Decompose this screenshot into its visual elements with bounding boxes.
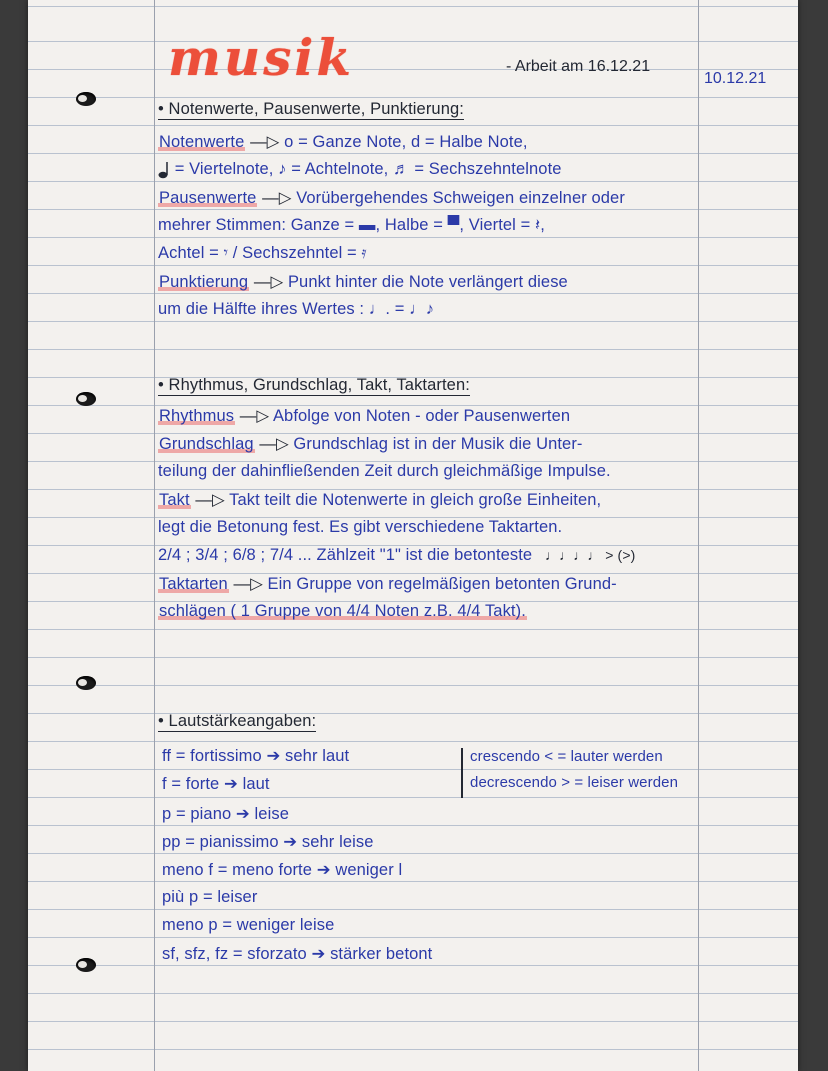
line-punktierung: Punktierung —▷ Punkt hinter die Note verlängert diese	[159, 273, 568, 291]
line-notenwerte: Notenwerte —▷ o = Ganze Note, d = Halbe Note,	[159, 133, 528, 151]
section-heading-lautstaerke: • Lautstärkeangaben:	[158, 712, 317, 730]
term-takt: Takt	[159, 491, 190, 509]
column-divider	[461, 748, 463, 798]
punch-hole	[76, 392, 96, 406]
punch-hole	[76, 92, 96, 106]
dynamic-row: f = forte ➔ laut	[162, 775, 270, 793]
quarter-note-icon	[158, 161, 170, 179]
dynamic-row: pp = pianissimo ➔ sehr leise	[162, 833, 374, 851]
line-taktarten: Taktarten —▷ Ein Gruppe von regelmäßigen betonten Grund-	[159, 575, 617, 593]
side-date: 10.12.21	[704, 70, 767, 87]
punch-hole	[76, 676, 96, 690]
arrow-icon: —▷	[262, 189, 292, 207]
decrescendo-row: decrescendo > = leiser werden	[470, 774, 679, 791]
section-heading-notenwerte: • Notenwerte, Pausenwerte, Punktierung:	[158, 100, 464, 118]
line-achtel: Achtel = 𝄾 / Sechszehntel = 𝄿	[158, 244, 367, 262]
line-stimmen: mehrer Stimmen: Ganze = ▬, Halbe = ▀, Viertel = 𝄽,	[158, 216, 545, 234]
dynamic-row: meno f = meno forte ➔ weniger l	[162, 861, 403, 879]
line-teilung: teilung der dahinfließenden Zeit durch gleichmäßige Impulse.	[158, 462, 611, 480]
line-takt: Takt —▷ Takt teilt die Notenwerte in gleich große Einheiten,	[159, 491, 602, 509]
term-pausenwerte: Pausenwerte	[159, 189, 257, 207]
line-schlaegen: schlägen ( 1 Gruppe von 4/4 Noten z.B. 4/4 Takt).	[159, 602, 526, 620]
line-taktarten-list: 2/4 ; 3/4 ; 6/8 ; 7/4 ... Zählzeit "1" ist die betonteste ♩♩♩♩ > (>)	[158, 546, 636, 564]
arrow-icon: —▷	[253, 273, 284, 291]
term-taktarten: Taktarten	[159, 575, 228, 593]
left-margin-line	[154, 0, 155, 1071]
line-betonung: legt die Betonung fest. Es gibt verschiedene Taktarten.	[158, 518, 563, 536]
line-haelfte: um die Hälfte ihres Wertes : ♩. = ♩♪	[158, 300, 435, 318]
punch-hole	[76, 958, 96, 972]
right-margin-line	[698, 0, 699, 1071]
line-rhythmus: Rhythmus —▷ Abfolge von Noten - oder Pausenwerten	[159, 407, 571, 425]
arrow-icon: —▷	[239, 407, 270, 425]
line-grundschlag: Grundschlag —▷ Grundschlag ist in der Musik die Unter-	[159, 435, 583, 453]
dynamic-row: sf, sfz, fz = sforzato ➔ stärker betont	[162, 945, 433, 963]
dynamic-row: p = piano ➔ leise	[162, 805, 289, 823]
section-heading-rhythmus: • Rhythmus, Grundschlag, Takt, Taktarten:	[158, 376, 470, 394]
arrow-icon: —▷	[259, 435, 289, 453]
page-title: musik	[168, 28, 355, 87]
exam-date: - Arbeit am 16.12.21	[506, 58, 651, 75]
dynamic-row: più p = leiser	[162, 888, 258, 906]
arrow-icon: —▷	[195, 491, 225, 509]
notebook-page	[28, 0, 798, 1071]
term-grundschlag: Grundschlag	[159, 435, 254, 453]
arrow-icon: —▷	[233, 575, 263, 593]
term-notenwerte: Notenwerte	[159, 133, 245, 151]
term-rhythmus: Rhythmus	[159, 407, 235, 425]
term-punktierung: Punktierung	[159, 273, 249, 291]
arrow-icon: —▷	[250, 133, 280, 151]
line-viertelnote: = Viertelnote, ♪ = Achtelnote, ♬ = Sechszehntelnote	[158, 160, 562, 179]
crescendo-row: crescendo < = lauter werden	[470, 748, 663, 765]
line-pausenwerte: Pausenwerte —▷ Vorübergehendes Schweigen einzelner oder	[159, 189, 625, 207]
dynamic-row: meno p = weniger leise	[162, 916, 335, 934]
note-accent-example: ♩♩♩♩ > (>)	[544, 547, 636, 563]
dynamic-row: ff = fortissimo ➔ sehr laut	[162, 747, 350, 765]
